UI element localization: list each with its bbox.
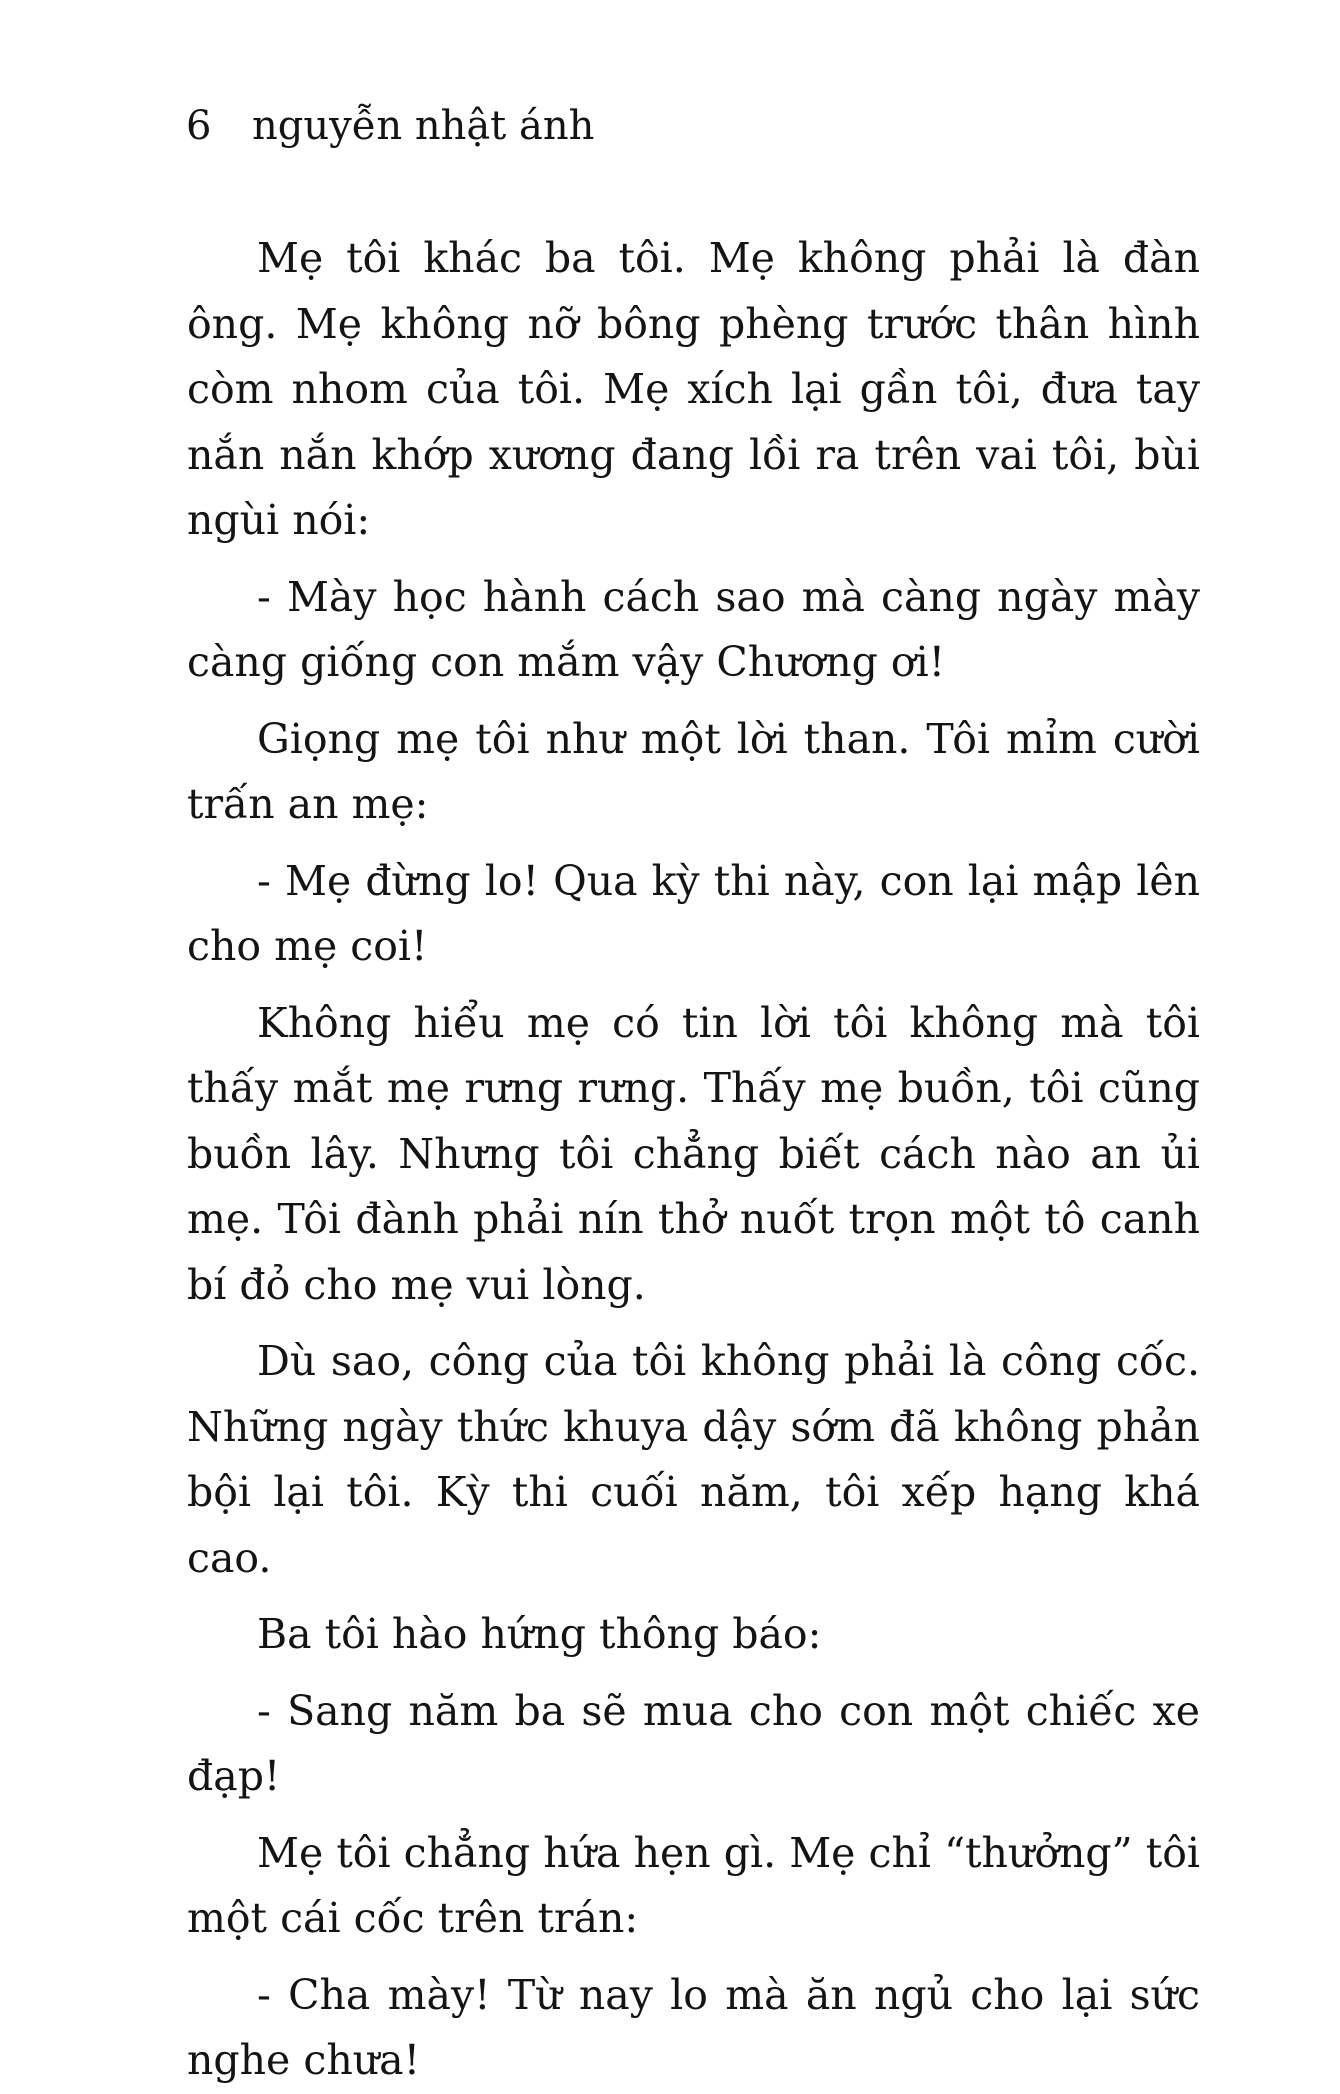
- paragraph: - Mày học hành cách sao mà càng ngày mày càng giống con mắm vậy Chương ơi!: [187, 572, 1200, 686]
- page-number: 6: [186, 103, 212, 149]
- paragraph: - Mẹ đừng lo! Qua kỳ thi này, con lại mập lên cho mẹ coi!: [187, 856, 1200, 970]
- paragraph: Không hiểu mẹ có tin lời tôi không mà tôi thấy mắt mẹ rưng rưng. Thấy mẹ buồn, tôi cũng buồn lây. Nhưng tôi chẳng biết cách nào an ủi mẹ. Tôi đành phải nín thở nuốt trọn một tô canh bí đỏ cho mẹ vui lòng.: [187, 998, 1200, 1309]
- paragraph: - Cha mày! Từ nay lo mà ăn ngủ cho lại sức nghe chưa!: [187, 1970, 1200, 2084]
- running-head: [186, 102, 594, 150]
- paragraph: - Sang năm ba sẽ mua cho con một chiếc xe đạp!: [187, 1686, 1200, 1800]
- paragraph: Giọng mẹ tôi như một lời than. Tôi mỉm cười trấn an mẹ:: [187, 714, 1200, 828]
- paragraph: Mẹ tôi khác ba tôi. Mẹ không phải là đàn ông. Mẹ không nỡ bông phèng trước thân hình còm nhom của tôi. Mẹ xích lại gần tôi, đưa tay nắn nắn khớp xương đang lồi ra trên vai tôi, bùi ngùi nói:: [187, 234, 1200, 544]
- paragraph: Ba tôi hào hứng thông báo:: [257, 1610, 822, 1658]
- running-head-author: nguyễn nhật ánh: [252, 103, 595, 149]
- paragraph: Dù sao, công của tôi không phải là công cốc. Những ngày thức khuya dậy sớm đã không phản bội lại tôi. Kỳ thi cuối năm, tôi xếp hạng khá cao.: [187, 1337, 1200, 1582]
- body-text: [187, 226, 1200, 2094]
- paragraph: Mẹ tôi chẳng hứa hẹn gì. Mẹ chỉ “thưởng” tôi một cái cốc trên trán:: [187, 1828, 1200, 1942]
